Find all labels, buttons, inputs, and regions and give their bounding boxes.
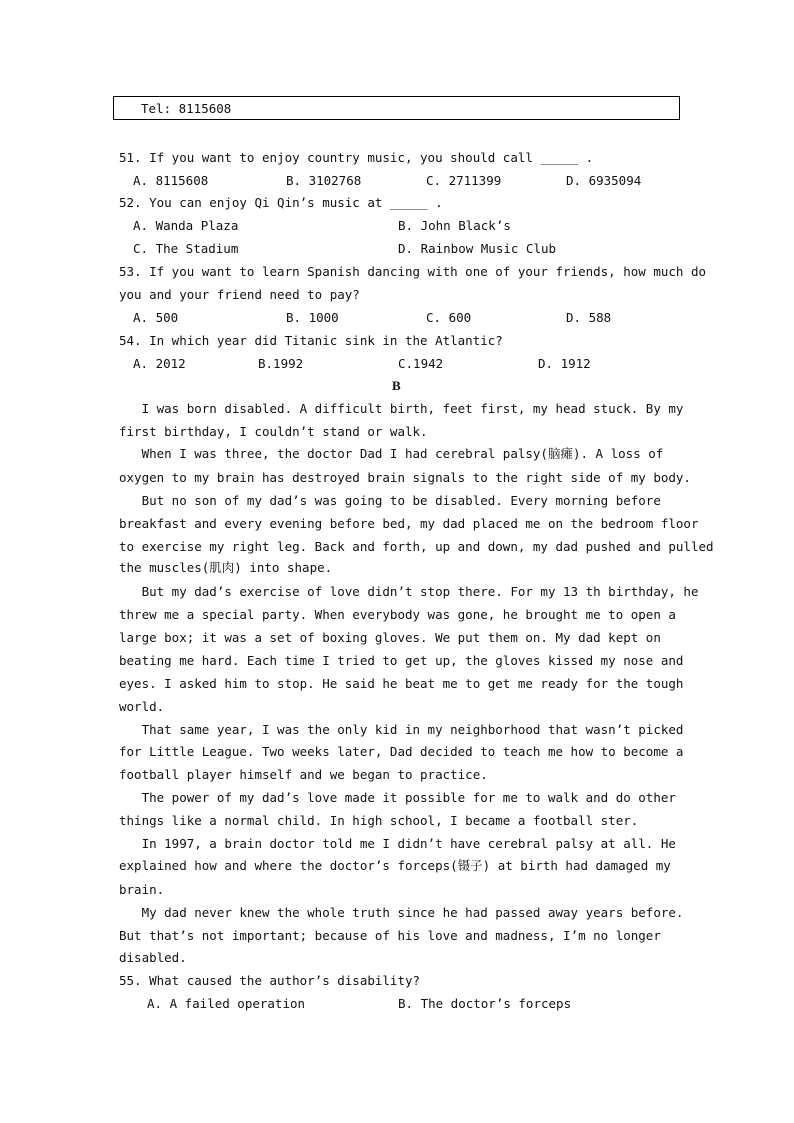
passage-line: the muscles(肌肉) into shape. xyxy=(119,560,333,575)
passage-line: The power of my dad’s love made it possible for me to walk and do other xyxy=(119,790,676,805)
passage-line: oxygen to my brain has destroyed brain signals to the right side of my body. xyxy=(119,470,691,485)
passage-line: beating me hard. Each time I tried to get up, the gloves kissed my nose and xyxy=(119,653,684,668)
passage-line: In 1997, a brain doctor told me I didn’t have cerebral palsy at all. He xyxy=(119,836,676,851)
passage-line: I was born disabled. A difficult birth, feet first, my head stuck. By my xyxy=(119,401,684,416)
question-54: 54. In which year did Titanic sink in the Atlantic? xyxy=(119,333,503,348)
passage-line: large box; it was a set of boxing gloves. We put them on. My dad kept on xyxy=(119,630,661,645)
tel-line: Tel: 8115608 xyxy=(141,101,232,116)
q55-option-a: A. A failed operation xyxy=(147,996,306,1011)
passage-line: But that’s not important; because of his love and madness, I’m no longer xyxy=(119,928,661,943)
q52-option-a: A. Wanda Plaza xyxy=(133,218,239,233)
passage-line: But no son of my dad’s was going to be disabled. Every morning before xyxy=(119,493,661,508)
passage-line: My dad never knew the whole truth since he had passed away years before. xyxy=(119,905,684,920)
q53-option-a: A. 500 xyxy=(133,310,179,325)
passage-line: brain. xyxy=(119,882,165,897)
q54-option-a: A. 2012 xyxy=(133,356,186,371)
passage-line: That same year, I was the only kid in my neighborhood that wasn’t picked xyxy=(119,722,684,737)
question-53-line-1: 53. If you want to learn Spanish dancing with one of your friends, how much do xyxy=(119,264,706,279)
q51-option-a: A. 8115608 xyxy=(133,173,209,188)
passage-line: football player himself and we began to practice. xyxy=(119,767,488,782)
passage-line: for Little League. Two weeks later, Dad decided to teach me how to become a xyxy=(119,744,684,759)
question-51: 51. If you want to enjoy country music, you should call _____ . xyxy=(119,150,594,165)
q51-option-c: C. 2711399 xyxy=(426,173,502,188)
passage-line: disabled. xyxy=(119,950,187,965)
q53-option-d: D. 588 xyxy=(566,310,612,325)
passage-line: world. xyxy=(119,699,165,714)
q55-option-b: B. The doctor’s forceps xyxy=(398,996,572,1011)
q54-option-d: D. 1912 xyxy=(538,356,591,371)
passage-line: threw me a special party. When everybody was gone, he brought me to open a xyxy=(119,607,676,622)
passage-line: first birthday, I couldn’t stand or walk. xyxy=(119,424,428,439)
question-52: 52. You can enjoy Qi Qin’s music at _____ . xyxy=(119,195,443,210)
q51-option-d: D. 6935094 xyxy=(566,173,642,188)
q54-option-b: B.1992 xyxy=(258,356,304,371)
question-53-line-2: you and your friend need to pay? xyxy=(119,287,360,302)
passage-line: eyes. I asked him to stop. He said he beat me to get me ready for the tough xyxy=(119,676,684,691)
q54-option-c: C.1942 xyxy=(398,356,444,371)
passage-line: breakfast and every evening before bed, my dad placed me on the bedroom floor xyxy=(119,516,699,531)
passage-line: things like a normal child. In high school, I became a football ster. xyxy=(119,813,639,828)
question-55: 55. What caused the author’s disability? xyxy=(119,973,421,988)
passage-line: But my dad’s exercise of love didn’t stop there. For my 13 th birthday, he xyxy=(119,584,699,599)
info-box xyxy=(113,96,680,120)
passage-line: explained how and where the doctor’s forceps(镊子) at birth had damaged my xyxy=(119,858,671,873)
q51-option-b: B. 3102768 xyxy=(286,173,362,188)
q53-option-b: B. 1000 xyxy=(286,310,339,325)
section-b-heading: B xyxy=(392,378,401,393)
q52-option-d: D. Rainbow Music Club xyxy=(398,241,557,256)
passage-line: When I was three, the doctor Dad I had cerebral palsy(脑瘫). A loss of xyxy=(119,446,664,461)
q52-option-b: B. John Black’s xyxy=(398,218,511,233)
passage-line: to exercise my right leg. Back and forth, up and down, my dad pushed and pulled xyxy=(119,539,714,554)
q52-option-c: C. The Stadium xyxy=(133,241,239,256)
q53-option-c: C. 600 xyxy=(426,310,472,325)
